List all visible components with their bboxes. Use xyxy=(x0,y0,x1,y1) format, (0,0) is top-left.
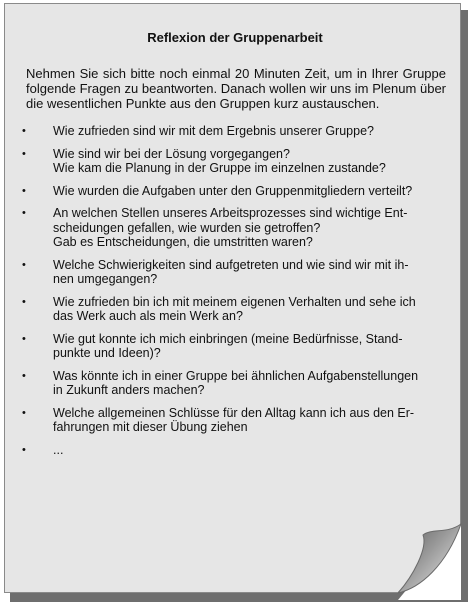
list-item xyxy=(22,124,452,139)
list-item-line: Was könnte ich in einer Gruppe bei ähnlichen Aufgabenstellungen xyxy=(53,368,419,383)
bullet-icon: • xyxy=(22,207,26,219)
bullet-icon: • xyxy=(22,125,26,137)
list-item-line: ... xyxy=(53,442,64,457)
list-item-text xyxy=(53,443,437,458)
list-item-line: scheidungen gefallen, wie wurden sie getroffen? xyxy=(53,220,321,235)
list-item-line: Wie zufrieden sind wir mit dem Ergebnis unserer Gruppe? xyxy=(53,124,374,138)
list-item-line: fahrungen mit dieser Übung ziehen xyxy=(53,420,248,434)
bullet-icon: • xyxy=(22,406,26,419)
list-item xyxy=(22,206,452,250)
bullet-icon: • xyxy=(22,295,26,308)
list-item xyxy=(22,295,452,324)
list-item-line: Welche allgemeinen Schlüsse für den Alltag kann ich aus den Er- xyxy=(53,405,415,420)
list-item xyxy=(22,406,452,435)
list-item-text xyxy=(53,406,437,435)
list-item-text xyxy=(53,332,437,361)
list-item-line: Wie gut konnte ich mich einbringen (meine Bedürfnisse, Stand- xyxy=(53,331,403,346)
list-item-text xyxy=(53,295,437,324)
list-item-text xyxy=(53,258,437,287)
list-item xyxy=(22,332,452,361)
document-title: Reflexion der Gruppenarbeit xyxy=(147,30,323,45)
bullet-icon: • xyxy=(22,443,26,456)
intro-paragraph: Nehmen Sie sich bitte noch einmal 20 Minuten Zeit, um in Ihrer Gruppe folgende Fragen zu beantworten. Danach wollen wir uns im Plenum über die wesentlichen Punkte aus den Gruppen kurz austauschen. xyxy=(26,66,446,111)
list-item-line: Welche Schwierigkeiten sind aufgetreten und wie sind wir mit ih- xyxy=(53,257,409,272)
bullet-icon: • xyxy=(22,147,26,160)
list-item-text xyxy=(53,147,437,176)
list-item xyxy=(22,147,452,176)
bullet-icon: • xyxy=(22,332,26,345)
list-item-line: Wie sind wir bei der Lösung vorgegangen? xyxy=(53,146,290,161)
bullet-icon: • xyxy=(22,369,26,382)
list-item-line: An welchen Stellen unseres Arbeitsprozesses sind wichtige Ent- xyxy=(53,206,408,220)
list-item-text xyxy=(53,184,437,199)
list-item-line: Wie wurden die Aufgaben unter den Gruppenmitgliedern verteilt? xyxy=(53,183,413,198)
list-item-text xyxy=(53,369,437,398)
list-item-line: punkte und Ideen)? xyxy=(53,346,161,360)
list-item-line: Wie zufrieden bin ich mit meinem eigenen Verhalten und sehe ich xyxy=(53,294,416,309)
list-item-text xyxy=(53,206,437,250)
question-list xyxy=(22,124,452,465)
list-item-line: Wie kam die Planung in der Gruppe im einzelnen zustande? xyxy=(53,161,386,175)
list-item-line: Gab es Entscheidungen, die umstritten waren? xyxy=(53,235,313,249)
list-item xyxy=(22,258,452,287)
bullet-icon: • xyxy=(22,184,26,197)
bullet-icon: • xyxy=(22,258,26,271)
list-item xyxy=(22,443,452,458)
list-item-text xyxy=(53,124,437,139)
list-item-line: nen umgegangen? xyxy=(53,272,158,286)
list-item-line: in Zukunft anders machen? xyxy=(53,383,205,397)
list-item xyxy=(22,184,452,199)
list-item xyxy=(22,369,452,398)
list-item-line: das Werk auch als mein Werk an? xyxy=(53,309,243,323)
